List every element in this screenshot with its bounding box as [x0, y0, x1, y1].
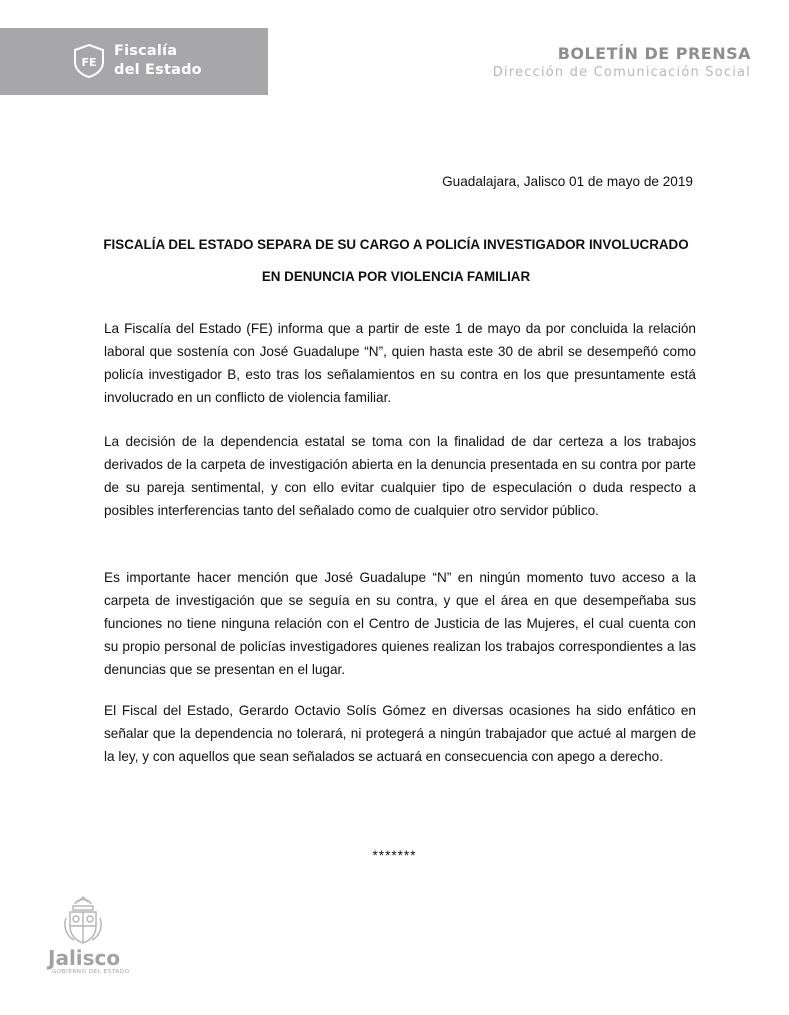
closing-mark: *******: [372, 848, 417, 863]
date-line: Guadalajara, Jalisco 01 de mayo de 2019: [442, 174, 693, 189]
paragraph-3: Es importante hacer mención que José Guadalupe “N” en ningún momento tuvo acceso a la carpeta de investigación que se seguía en su contra, y que el área en que desempeñaba sus funciones no tiene ninguna relación con el Centro de Justicia de las Mujeres, el cual cuenta con su propio personal de policías investigadores quienes realizan los trabajos correspondientes a las denuncias que se presentan en el lugar.: [104, 570, 696, 677]
logo-line-2: del Estado: [114, 62, 202, 78]
paragraph-4: El Fiscal del Estado, Gerardo Octavio Solís Gómez en diversas ocasiones ha sido enfático en señalar que la dependencia no tolerará, ni protegerá a ningún trabajador que actué al margen de la ley, y con aquellos que sean señalados se actuará en consecuencia con apego a derecho.: [104, 703, 696, 764]
paragraph-2: La decisión de la dependencia estatal se toma con la finalidad de dar certeza a los trabajos derivados de la carpeta de investigación abierta en la denuncia presentada en su contra por parte de su pareja sentimental, y con ello evitar cualquier tipo de especulación o duda respecto a posibles interferencias tanto del señalado como de cualquier otro servidor público.: [104, 434, 696, 518]
bulletin-subtitle: Dirección de Comunicación Social: [492, 65, 751, 80]
headline-line-1: FISCALÍA DEL ESTADO SEPARA DE SU CARGO A POLICÍA INVESTIGADOR INVOLUCRADO: [103, 237, 689, 252]
headline: [96, 229, 696, 293]
paragraph-1: La Fiscalía del Estado (FE) informa que a partir de este 1 de mayo da por concluida la relación laboral que sostenía con José Guadalupe “N”, quien hasta este 30 de abril se desempeñó como policía investigador B, esto tras los señalamientos en su contra en los que presuntamente está involucrado en un conflicto de violencia familiar.: [104, 321, 696, 405]
logo-line-1: Fiscalía: [114, 43, 178, 59]
jalisco-logo-subtitle: GOBIERNO DEL ESTADO: [52, 969, 130, 975]
jalisco-logo-word: Jalisco: [48, 946, 121, 970]
bulletin-title: BOLETÍN DE PRENSA: [557, 44, 751, 63]
fiscalia-badge-icon: [73, 44, 105, 78]
bulletin-heading: [493, 44, 751, 82]
badge-label: FE: [81, 56, 97, 69]
headline-line-2: EN DENUNCIA POR VIOLENCIA FAMILIAR: [261, 269, 531, 284]
jalisco-emblem-icon: [62, 896, 104, 946]
fiscalia-logo-text: [114, 42, 202, 80]
